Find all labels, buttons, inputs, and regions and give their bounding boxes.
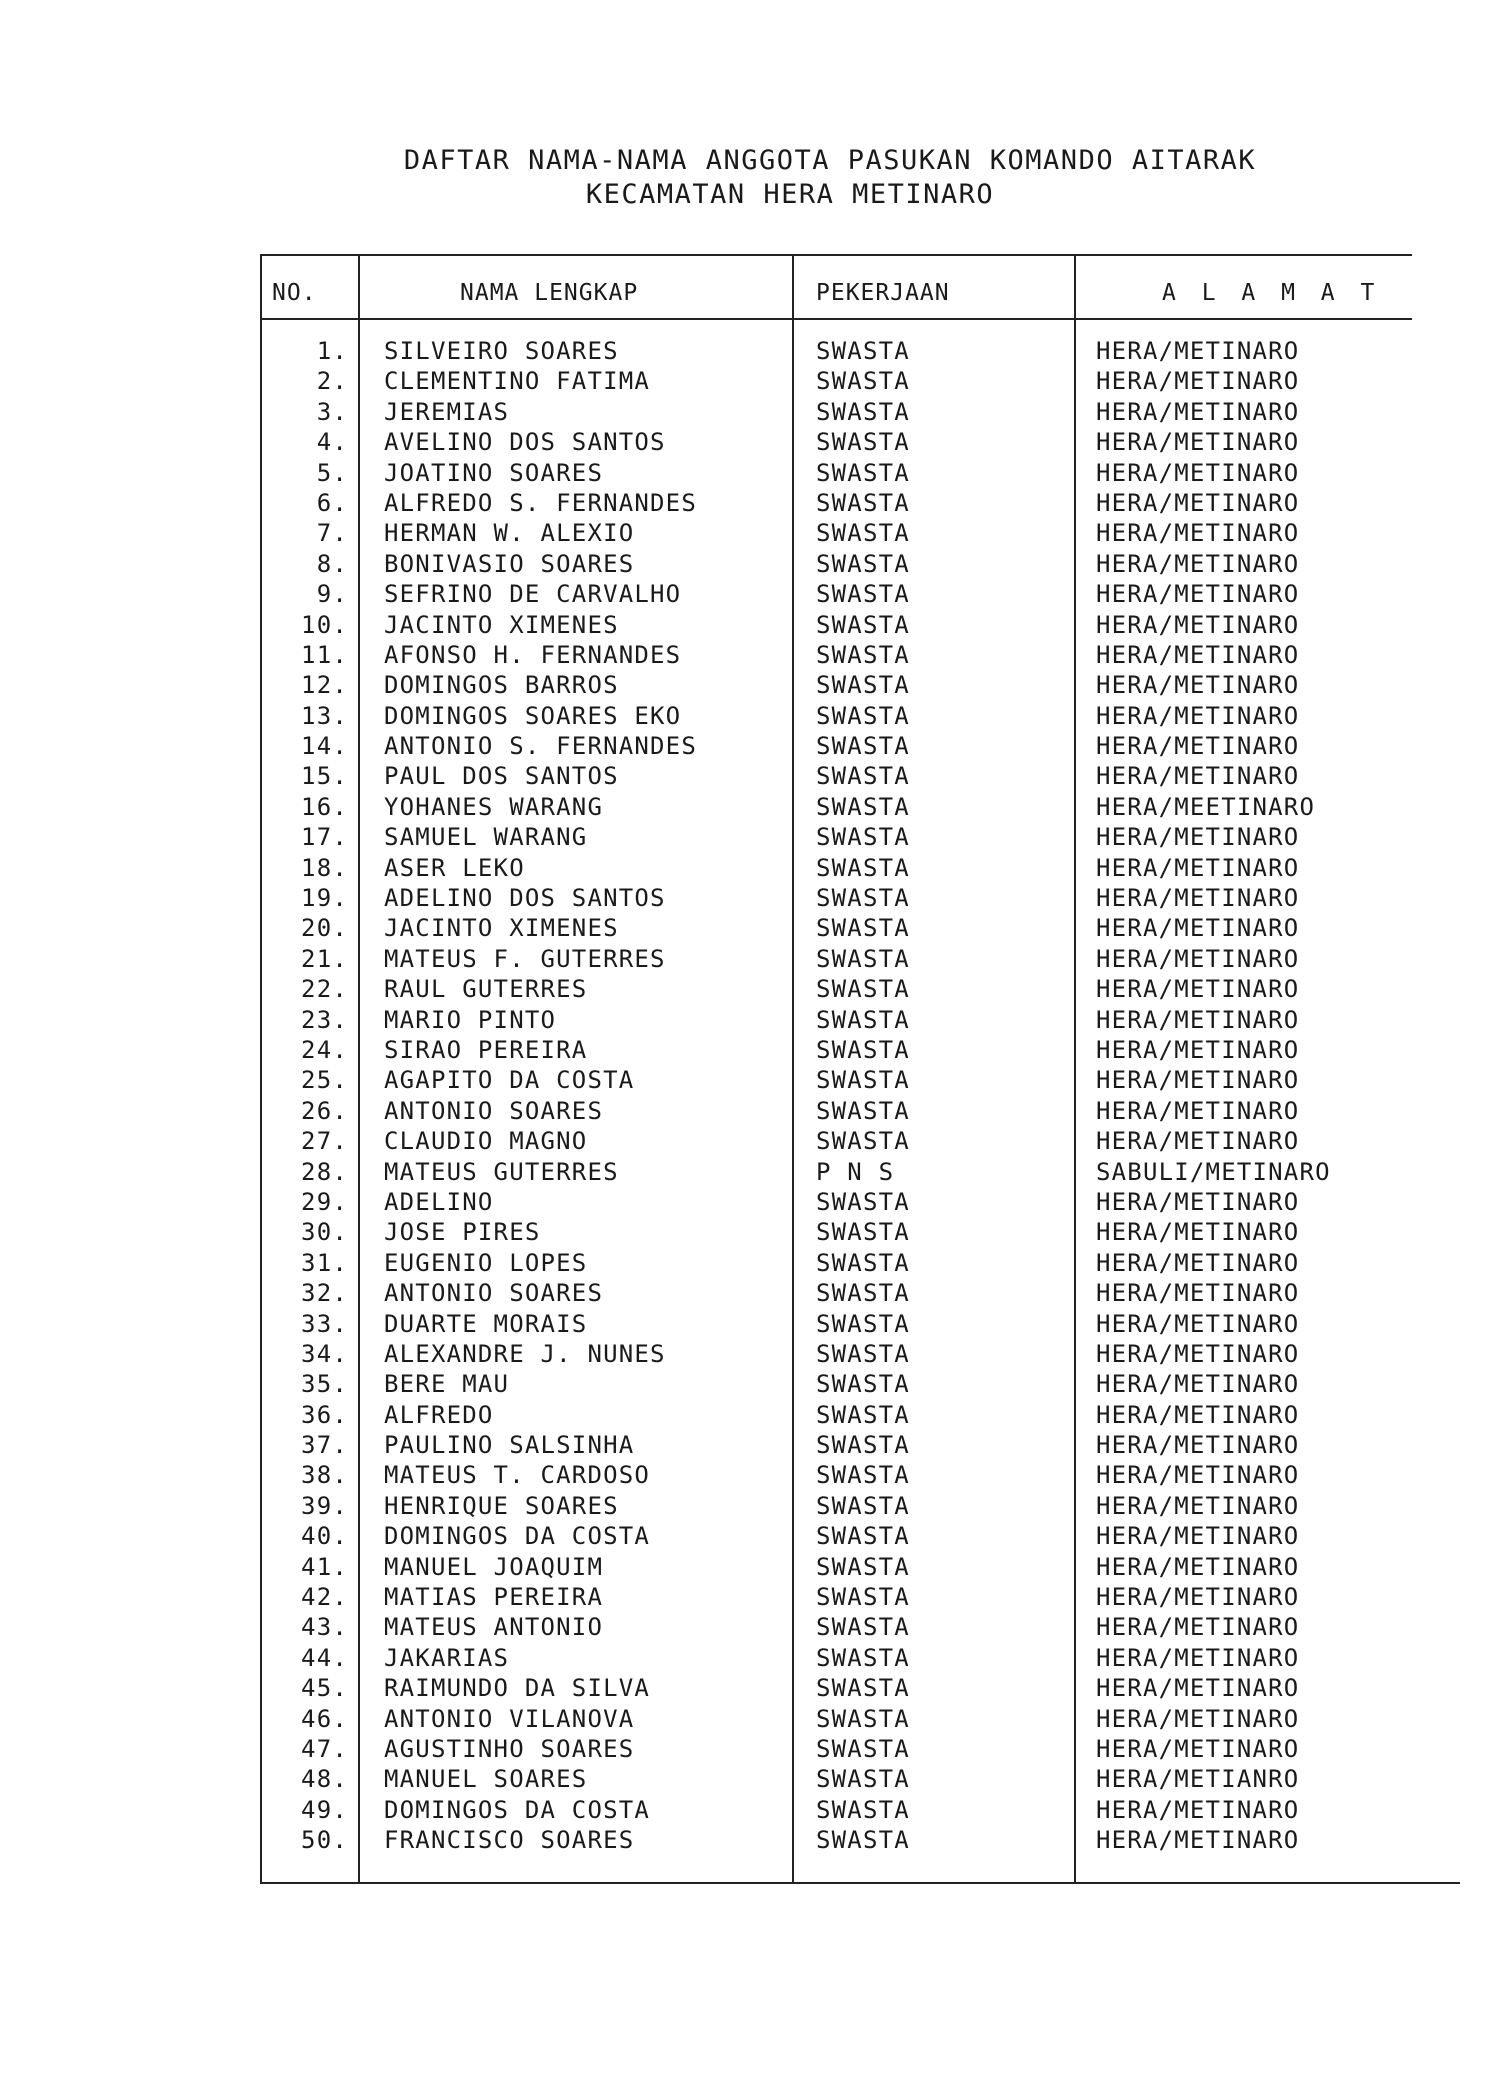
member-address: HERA/METINARO bbox=[1096, 1035, 1300, 1064]
member-address: HERA/METINARO bbox=[1096, 1491, 1300, 1520]
member-occupation: SWASTA bbox=[816, 701, 910, 730]
member-occupation: SWASTA bbox=[816, 1035, 910, 1064]
table-row bbox=[260, 336, 1460, 366]
member-occupation: SWASTA bbox=[816, 1522, 910, 1551]
table-row bbox=[260, 792, 1460, 822]
row-number: 29. bbox=[301, 1187, 348, 1216]
member-address: HERA/METINARO bbox=[1096, 488, 1300, 517]
member-name: MARIO PINTO bbox=[384, 1005, 557, 1034]
row-number: 40. bbox=[301, 1522, 348, 1551]
members-table bbox=[260, 254, 1460, 1884]
table-row bbox=[260, 1217, 1460, 1247]
member-address: HERA/METINARO bbox=[1096, 397, 1300, 426]
member-address: HERA/METINARO bbox=[1096, 337, 1300, 365]
row-number: 36. bbox=[301, 1400, 348, 1429]
table-row bbox=[260, 883, 1460, 913]
table-row bbox=[260, 610, 1460, 640]
member-occupation: SWASTA bbox=[816, 671, 910, 700]
table-row bbox=[260, 640, 1460, 670]
member-occupation: SWASTA bbox=[816, 519, 910, 548]
member-occupation: SWASTA bbox=[816, 1552, 910, 1581]
row-number: 21. bbox=[301, 944, 348, 973]
member-occupation: SWASTA bbox=[816, 1339, 910, 1368]
member-address: HERA/METINARO bbox=[1096, 1552, 1300, 1581]
member-name: SILVEIRO SOARES bbox=[384, 337, 619, 365]
member-address: HERA/METINARO bbox=[1096, 1674, 1300, 1703]
table-row bbox=[260, 1065, 1460, 1095]
table-row bbox=[260, 488, 1460, 518]
member-name: HENRIQUE SOARES bbox=[384, 1491, 619, 1520]
member-occupation: SWASTA bbox=[816, 823, 910, 852]
member-address: HERA/METINARO bbox=[1096, 1583, 1300, 1612]
table-row bbox=[260, 944, 1460, 974]
header-name: NAMA LENGKAP bbox=[460, 280, 639, 306]
member-occupation: SWASTA bbox=[816, 1218, 910, 1247]
member-occupation: SWASTA bbox=[816, 884, 910, 913]
table-row bbox=[260, 397, 1460, 427]
member-occupation: SWASTA bbox=[816, 1491, 910, 1520]
row-number: 44. bbox=[301, 1643, 348, 1672]
member-address: HERA/METINARO bbox=[1096, 1005, 1300, 1034]
table-row bbox=[260, 731, 1460, 761]
member-occupation: SWASTA bbox=[816, 1674, 910, 1703]
row-number: 20. bbox=[301, 914, 348, 943]
member-address: HERA/METINARO bbox=[1096, 1339, 1300, 1368]
row-number: 39. bbox=[301, 1491, 348, 1520]
member-address: HERA/METINARO bbox=[1096, 1127, 1300, 1156]
row-number: 48. bbox=[301, 1765, 348, 1794]
member-address: HERA/METINARO bbox=[1096, 914, 1300, 943]
table-row bbox=[260, 1825, 1460, 1855]
table-row bbox=[260, 1035, 1460, 1065]
member-name: DUARTE MORAIS bbox=[384, 1309, 588, 1338]
table-row bbox=[260, 579, 1460, 609]
member-address: HERA/METINARO bbox=[1096, 640, 1300, 669]
member-occupation: SWASTA bbox=[816, 1187, 910, 1216]
table-row bbox=[260, 822, 1460, 852]
member-occupation: SWASTA bbox=[816, 1613, 910, 1642]
member-name: AVELINO DOS SANTOS bbox=[384, 428, 666, 457]
row-number: 7. bbox=[316, 519, 348, 548]
member-address: HERA/METINARO bbox=[1096, 1187, 1300, 1216]
member-occupation: SWASTA bbox=[816, 1765, 910, 1794]
table-row bbox=[260, 1309, 1460, 1339]
member-address: HERA/METINARO bbox=[1096, 1795, 1300, 1824]
member-occupation: SWASTA bbox=[816, 1400, 910, 1429]
table-row bbox=[260, 1187, 1460, 1217]
row-number: 12. bbox=[301, 671, 348, 700]
member-address: HERA/METINARO bbox=[1096, 428, 1300, 457]
table-row bbox=[260, 670, 1460, 700]
row-number: 4. bbox=[316, 428, 348, 457]
member-name: SAMUEL WARANG bbox=[384, 823, 588, 852]
member-occupation: SWASTA bbox=[816, 1005, 910, 1034]
member-address: HERA/METINARO bbox=[1096, 1248, 1300, 1277]
row-number: 43. bbox=[301, 1613, 348, 1642]
member-occupation: SWASTA bbox=[816, 397, 910, 426]
table-row bbox=[260, 1704, 1460, 1734]
table-row bbox=[260, 1795, 1460, 1825]
row-number: 2. bbox=[316, 367, 348, 396]
table-row bbox=[260, 853, 1460, 883]
member-name: ANTONIO S. FERNANDES bbox=[384, 732, 697, 761]
member-name: ALFREDO bbox=[384, 1400, 494, 1429]
table-row bbox=[260, 1248, 1460, 1278]
member-address: HERA/METINARO bbox=[1096, 884, 1300, 913]
table-row bbox=[260, 518, 1460, 548]
row-number: 47. bbox=[301, 1734, 348, 1763]
row-number: 32. bbox=[301, 1279, 348, 1308]
row-number: 11. bbox=[301, 640, 348, 669]
table-row bbox=[260, 1096, 1460, 1126]
header-no: NO. bbox=[272, 280, 317, 306]
member-occupation: SWASTA bbox=[816, 732, 910, 761]
table-row bbox=[260, 1673, 1460, 1703]
table-row bbox=[260, 1491, 1460, 1521]
member-occupation: SWASTA bbox=[816, 458, 910, 487]
member-name: JOATINO SOARES bbox=[384, 458, 604, 487]
member-occupation: SWASTA bbox=[816, 610, 910, 639]
member-address: HERA/METINARO bbox=[1096, 823, 1300, 852]
member-occupation: SWASTA bbox=[816, 640, 910, 669]
row-number: 22. bbox=[301, 975, 348, 1004]
row-number: 9. bbox=[316, 580, 348, 609]
member-occupation: SWASTA bbox=[816, 1734, 910, 1763]
member-occupation: SWASTA bbox=[816, 1431, 910, 1460]
table-row bbox=[260, 761, 1460, 791]
table-row bbox=[260, 1552, 1460, 1582]
row-number: 31. bbox=[301, 1248, 348, 1277]
member-occupation: SWASTA bbox=[816, 337, 910, 365]
row-number: 46. bbox=[301, 1704, 348, 1733]
header-job: PEKERJAAN bbox=[816, 280, 950, 306]
row-number: 24. bbox=[301, 1035, 348, 1064]
member-name: SIRAO PEREIRA bbox=[384, 1035, 588, 1064]
member-occupation: SWASTA bbox=[816, 1583, 910, 1612]
member-name: ANTONIO SOARES bbox=[384, 1279, 604, 1308]
member-address: HERA/METINARO bbox=[1096, 1704, 1300, 1733]
member-address: HERA/METINARO bbox=[1096, 1066, 1300, 1095]
member-name: ALEXANDRE J. NUNES bbox=[384, 1339, 666, 1368]
member-address: HERA/METINARO bbox=[1096, 1734, 1300, 1763]
member-name: DOMINGOS DA COSTA bbox=[384, 1522, 651, 1551]
member-name: JOSE PIRES bbox=[384, 1218, 541, 1247]
member-name: JEREMIAS bbox=[384, 397, 510, 426]
member-name: JAKARIAS bbox=[384, 1643, 510, 1672]
member-name: ANTONIO SOARES bbox=[384, 1096, 604, 1125]
table-header-divider bbox=[260, 318, 1412, 320]
row-number: 49. bbox=[301, 1795, 348, 1824]
row-number: 34. bbox=[301, 1339, 348, 1368]
member-name: RAUL GUTERRES bbox=[384, 975, 588, 1004]
member-occupation: SWASTA bbox=[816, 1704, 910, 1733]
member-name: MATEUS ANTONIO bbox=[384, 1613, 604, 1642]
member-name: EUGENIO LOPES bbox=[384, 1248, 588, 1277]
member-address: HERA/METINARO bbox=[1096, 367, 1300, 396]
member-occupation: SWASTA bbox=[816, 488, 910, 517]
table-row bbox=[260, 701, 1460, 731]
row-number: 18. bbox=[301, 853, 348, 882]
member-occupation: SWASTA bbox=[816, 1370, 910, 1399]
row-number: 28. bbox=[301, 1157, 348, 1186]
member-name: MANUEL SOARES bbox=[384, 1765, 588, 1794]
row-number: 26. bbox=[301, 1096, 348, 1125]
row-number: 45. bbox=[301, 1674, 348, 1703]
member-occupation: SWASTA bbox=[816, 580, 910, 609]
member-name: DOMINGOS SOARES EKO bbox=[384, 701, 682, 730]
row-number: 8. bbox=[316, 549, 348, 578]
member-address: HERA/METINARO bbox=[1096, 762, 1300, 791]
row-number: 33. bbox=[301, 1309, 348, 1338]
header-address: A L A M A T bbox=[1162, 280, 1381, 306]
member-occupation: SWASTA bbox=[816, 549, 910, 578]
member-address: HERA/METINARO bbox=[1096, 1826, 1300, 1855]
member-name: CLAUDIO MAGNO bbox=[384, 1127, 588, 1156]
member-occupation: SWASTA bbox=[816, 1461, 910, 1490]
member-name: MANUEL JOAQUIM bbox=[384, 1552, 604, 1581]
member-occupation: SWASTA bbox=[816, 1096, 910, 1125]
member-occupation: SWASTA bbox=[816, 1127, 910, 1156]
row-number: 50. bbox=[301, 1826, 348, 1855]
row-number: 10. bbox=[301, 610, 348, 639]
member-name: MATEUS F. GUTERRES bbox=[384, 944, 666, 973]
member-name: FRANCISCO SOARES bbox=[384, 1826, 635, 1855]
table-body bbox=[260, 336, 1460, 1856]
table-row bbox=[260, 549, 1460, 579]
member-name: BONIVASIO SOARES bbox=[384, 549, 635, 578]
member-name: MATEUS GUTERRES bbox=[384, 1157, 619, 1186]
member-address: HERA/METINARO bbox=[1096, 1613, 1300, 1642]
row-number: 16. bbox=[301, 792, 348, 821]
table-row bbox=[260, 1430, 1460, 1460]
row-number: 23. bbox=[301, 1005, 348, 1034]
member-name: DOMINGOS BARROS bbox=[384, 671, 619, 700]
table-row bbox=[260, 1460, 1460, 1490]
member-occupation: SWASTA bbox=[816, 1826, 910, 1855]
member-occupation: SWASTA bbox=[816, 944, 910, 973]
member-name: YOHANES WARANG bbox=[384, 792, 604, 821]
row-number: 27. bbox=[301, 1127, 348, 1156]
member-name: PAUL DOS SANTOS bbox=[384, 762, 619, 791]
member-address: HERA/METINARO bbox=[1096, 853, 1300, 882]
member-name: JACINTO XIMENES bbox=[384, 914, 619, 943]
member-address: HERA/METINARO bbox=[1096, 549, 1300, 578]
member-address: HERA/METINARO bbox=[1096, 944, 1300, 973]
row-number: 30. bbox=[301, 1218, 348, 1247]
member-name: MATEUS T. CARDOSO bbox=[384, 1461, 651, 1490]
member-address: HERA/METINARO bbox=[1096, 732, 1300, 761]
member-address: HERA/METINARO bbox=[1096, 1643, 1300, 1672]
row-number: 41. bbox=[301, 1552, 348, 1581]
member-address: HERA/METINARO bbox=[1096, 519, 1300, 548]
table-row bbox=[260, 1339, 1460, 1369]
member-address: HERA/METINARO bbox=[1096, 701, 1300, 730]
row-number: 19. bbox=[301, 884, 348, 913]
table-row bbox=[260, 1157, 1460, 1187]
member-name: HERMAN W. ALEXIO bbox=[384, 519, 635, 548]
table-row bbox=[260, 1734, 1460, 1764]
member-address: HERA/MEETINARO bbox=[1096, 792, 1316, 821]
member-address: HERA/METINARO bbox=[1096, 610, 1300, 639]
row-number: 3. bbox=[316, 397, 348, 426]
member-name: ADELINO DOS SANTOS bbox=[384, 884, 666, 913]
member-address: HERA/METINARO bbox=[1096, 975, 1300, 1004]
row-number: 14. bbox=[301, 732, 348, 761]
member-occupation: P N S bbox=[816, 1157, 895, 1186]
member-address: HERA/METINARO bbox=[1096, 1400, 1300, 1429]
member-address: HERA/METINARO bbox=[1096, 1096, 1300, 1125]
table-row bbox=[260, 913, 1460, 943]
member-address: HERA/METINARO bbox=[1096, 1218, 1300, 1247]
table-row bbox=[260, 366, 1460, 396]
member-name: AGAPITO DA COSTA bbox=[384, 1066, 635, 1095]
member-address: HERA/METINARO bbox=[1096, 1370, 1300, 1399]
member-name: DOMINGOS DA COSTA bbox=[384, 1795, 651, 1824]
member-address: HERA/METINARO bbox=[1096, 458, 1300, 487]
member-occupation: SWASTA bbox=[816, 1309, 910, 1338]
member-occupation: SWASTA bbox=[816, 853, 910, 882]
table-top-border bbox=[260, 254, 1412, 256]
row-number: 1. bbox=[316, 337, 348, 365]
member-name: PAULINO SALSINHA bbox=[384, 1431, 635, 1460]
member-name: SEFRINO DE CARVALHO bbox=[384, 580, 682, 609]
member-occupation: SWASTA bbox=[816, 792, 910, 821]
member-name: BERE MAU bbox=[384, 1370, 510, 1399]
table-row bbox=[260, 1126, 1460, 1156]
member-occupation: SWASTA bbox=[816, 428, 910, 457]
member-occupation: SWASTA bbox=[816, 914, 910, 943]
member-occupation: SWASTA bbox=[816, 1795, 910, 1824]
member-address: HERA/METINARO bbox=[1096, 1279, 1300, 1308]
member-occupation: SWASTA bbox=[816, 1279, 910, 1308]
table-row bbox=[260, 1278, 1460, 1308]
row-number: 38. bbox=[301, 1461, 348, 1490]
member-occupation: SWASTA bbox=[816, 975, 910, 1004]
table-row bbox=[260, 1400, 1460, 1430]
table-row bbox=[260, 974, 1460, 1004]
member-name: JACINTO XIMENES bbox=[384, 610, 619, 639]
member-occupation: SWASTA bbox=[816, 1248, 910, 1277]
table-bottom-border bbox=[260, 1882, 1460, 1884]
table-row bbox=[260, 427, 1460, 457]
member-address: HERA/METINARO bbox=[1096, 1522, 1300, 1551]
table-row bbox=[260, 1612, 1460, 1642]
member-name: AGUSTINHO SOARES bbox=[384, 1734, 635, 1763]
member-address: HERA/METINARO bbox=[1096, 671, 1300, 700]
row-number: 5. bbox=[316, 458, 348, 487]
member-address: HERA/METINARO bbox=[1096, 1431, 1300, 1460]
document-subtitle: KECAMATAN HERA METINARO bbox=[585, 179, 995, 210]
member-name: RAIMUNDO DA SILVA bbox=[384, 1674, 651, 1703]
member-address: HERA/METINARO bbox=[1096, 580, 1300, 609]
member-name: ALFREDO S. FERNANDES bbox=[384, 488, 697, 517]
table-row bbox=[260, 1005, 1460, 1035]
member-occupation: SWASTA bbox=[816, 367, 910, 396]
row-number: 15. bbox=[301, 762, 348, 791]
member-address: SABULI/METINARO bbox=[1096, 1157, 1331, 1186]
member-occupation: SWASTA bbox=[816, 1643, 910, 1672]
document-title: DAFTAR NAMA-NAMA ANGGOTA PASUKAN KOMANDO AITARAK bbox=[403, 145, 1257, 176]
row-number: 42. bbox=[301, 1583, 348, 1612]
row-number: 35. bbox=[301, 1370, 348, 1399]
table-row bbox=[260, 458, 1460, 488]
member-address: HERA/METIANRO bbox=[1096, 1765, 1300, 1794]
table-row bbox=[260, 1369, 1460, 1399]
member-address: HERA/METINARO bbox=[1096, 1309, 1300, 1338]
member-occupation: SWASTA bbox=[816, 1066, 910, 1095]
member-name: ADELINO bbox=[384, 1187, 494, 1216]
member-occupation: SWASTA bbox=[816, 762, 910, 791]
member-name: ASER LEKO bbox=[384, 853, 525, 882]
row-number: 13. bbox=[301, 701, 348, 730]
member-address: HERA/METINARO bbox=[1096, 1461, 1300, 1490]
member-name: MATIAS PEREIRA bbox=[384, 1583, 604, 1612]
table-row bbox=[260, 1521, 1460, 1551]
row-number: 6. bbox=[316, 488, 348, 517]
row-number: 37. bbox=[301, 1431, 348, 1460]
member-name: CLEMENTINO FATIMA bbox=[384, 367, 651, 396]
table-row bbox=[260, 1764, 1460, 1794]
table-row bbox=[260, 1582, 1460, 1612]
table-row bbox=[260, 1643, 1460, 1673]
member-name: ANTONIO VILANOVA bbox=[384, 1704, 635, 1733]
row-number: 25. bbox=[301, 1066, 348, 1095]
member-name: AFONSO H. FERNANDES bbox=[384, 640, 682, 669]
row-number: 17. bbox=[301, 823, 348, 852]
